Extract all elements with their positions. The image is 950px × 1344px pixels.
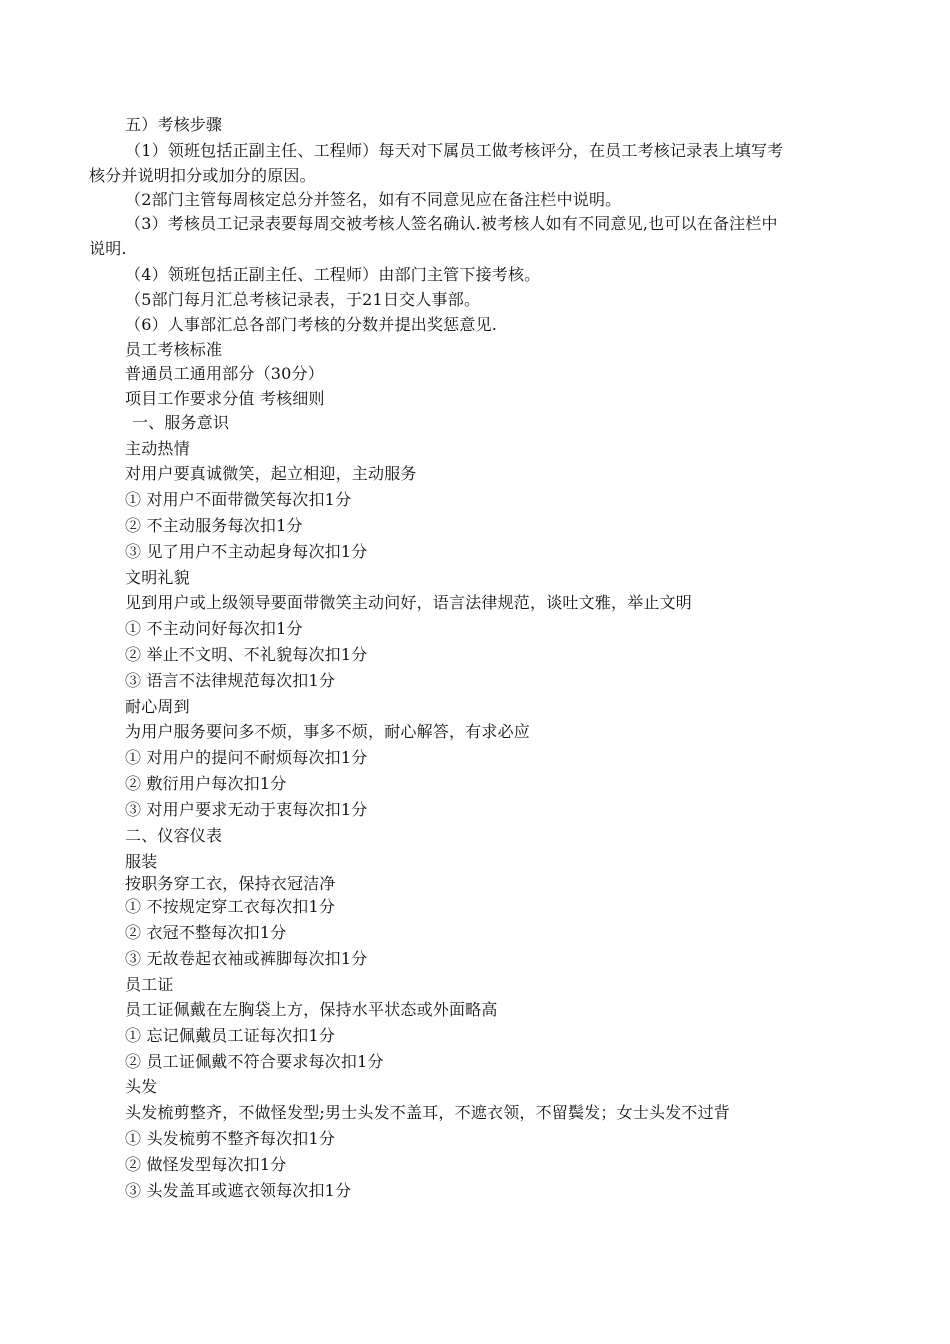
- rule-item: ② 员工证佩戴不符合要求每次扣1分: [125, 1052, 384, 1071]
- rule-item: ③ 对用户要求无动于衷每次扣1分: [125, 800, 368, 819]
- rule-item: ③ 无故卷起衣袖或裤脚每次扣1分: [125, 949, 368, 968]
- section-1-heading: 一、服务意识: [132, 413, 230, 432]
- rule-item: ③ 见了用户不主动起身每次扣1分: [125, 542, 368, 561]
- rule-item: ② 做怪发型每次扣1分: [125, 1155, 287, 1174]
- item-requirement: 头发梳剪整齐，不做怪发型;男士头发不盖耳，不遮衣领，不留鬓发；女士头发不过背: [125, 1103, 730, 1122]
- item-title-active-warm: 主动热情: [125, 439, 190, 458]
- item-title-hair: 头发: [125, 1077, 158, 1096]
- step-4: （4）领班包括正副主任、工程师）由部门主管下接考核。: [125, 265, 541, 284]
- item-title-clothing: 服装: [125, 852, 158, 871]
- item-title-badge: 员工证: [125, 975, 174, 994]
- section-2-heading: 二、仪容仪表: [125, 826, 223, 845]
- item-requirement: 见到用户或上级领导要面带微笑主动问好，语言法律规范，谈吐文雅，举止文明: [125, 593, 693, 612]
- step-5: （5部门每月汇总考核记录表，于21日交人事部。: [125, 290, 481, 309]
- rule-item: ③ 语言不法律规范每次扣1分: [125, 671, 336, 690]
- rule-item: ② 衣冠不整每次扣1分: [125, 923, 287, 942]
- rule-item: ② 举止不文明、不礼貌每次扣1分: [125, 645, 368, 664]
- rule-item: ② 不主动服务每次扣1分: [125, 516, 303, 535]
- general-part-heading: 普通员工通用部分（30分）: [125, 364, 324, 383]
- item-requirement: 对用户要真诚微笑，起立相迎，主动服务: [125, 464, 417, 483]
- item-requirement: 为用户服务要问多不烦，事多不烦，耐心解答，有求必应: [125, 722, 531, 741]
- step-2: （2部门主管每周核定总分并签名，如有不同意见应在备注栏中说明。: [125, 190, 622, 209]
- item-title-courtesy: 文明礼貌: [125, 568, 190, 587]
- steps-title: 五）考核步骤: [125, 115, 223, 134]
- item-requirement: 按职务穿工衣，保持衣冠洁净: [125, 874, 336, 893]
- step-3-line-2: 说明.: [89, 239, 127, 258]
- rule-item: ① 不主动问好每次扣1分: [125, 619, 303, 638]
- step-6: （6）人事部汇总各部门考核的分数并提出奖惩意见.: [125, 315, 498, 334]
- step-1-line-2: 核分并说明扣分或加分的原因。: [89, 166, 316, 185]
- rule-item: ① 忘记佩戴员工证每次扣1分: [125, 1026, 336, 1045]
- standard-title: 员工考核标准: [125, 340, 223, 359]
- rule-item: ③ 头发盖耳或遮衣领每次扣1分: [125, 1181, 352, 1200]
- rule-item: ① 不按规定穿工衣每次扣1分: [125, 897, 336, 916]
- rule-item: ① 对用户不面带微笑每次扣1分: [125, 490, 352, 509]
- step-1-line-1: （1）领班包括正副主任、工程师）每天对下属员工做考核评分，在员工考核记录表上填写考: [125, 141, 784, 160]
- step-3-line-1: （3）考核员工记录表要每周交被考核人签名确认.被考核人如有不同意见,也可以在备注栏中: [125, 214, 778, 233]
- item-title-patience: 耐心周到: [125, 697, 190, 716]
- item-requirement: 员工证佩戴在左胸袋上方，保持水平状态或外面略高: [125, 1000, 498, 1019]
- rule-item: ① 对用户的提问不耐烦每次扣1分: [125, 748, 368, 767]
- rule-item: ② 敷衍用户每次扣1分: [125, 774, 287, 793]
- rule-item: ① 头发梳剪不整齐每次扣1分: [125, 1129, 336, 1148]
- table-header: 项目工作要求分值 考核细则: [125, 389, 325, 408]
